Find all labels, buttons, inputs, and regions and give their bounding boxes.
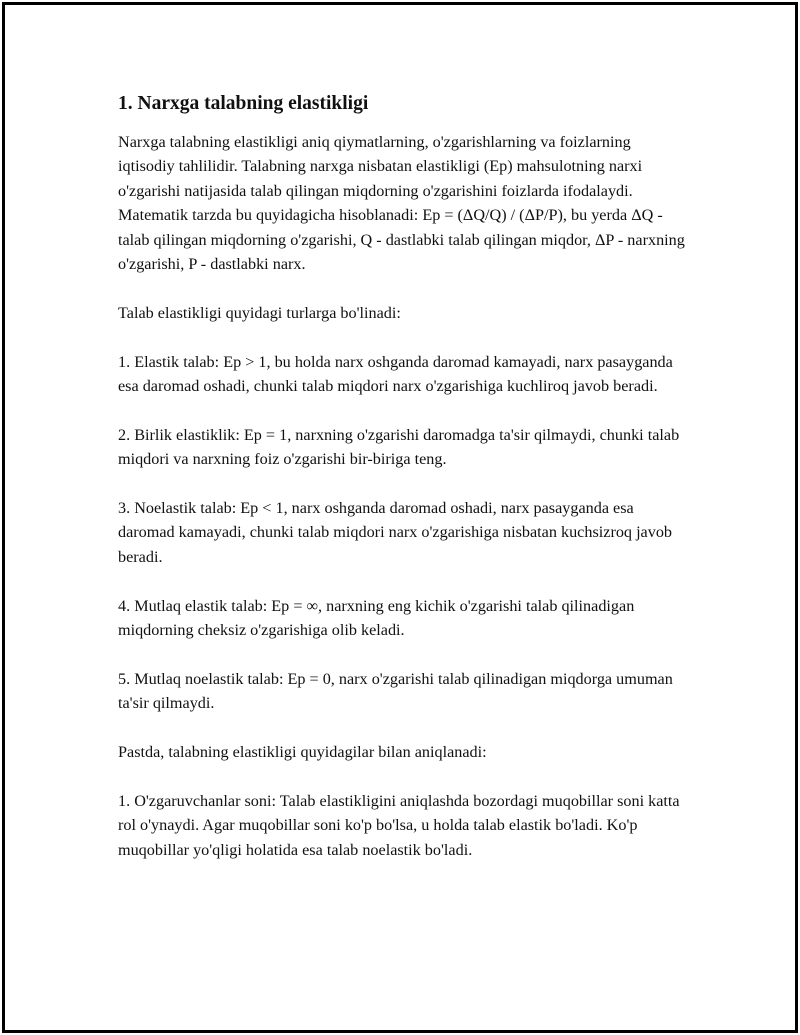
- section-heading: 1. Narxga talabning elastikligi: [118, 93, 369, 114]
- paragraph-intro: Narxga talabning elastikligi aniq qiymatlarning, o'zgarishlarning va foizlarning iqtisodiy tahlilidir. Talabning narxga nisbatan elastikligi (Ep) mahsulotning narxi o'zgarishi natijasida talab qilingan miqdorning o'zgarishini foizlarda ifodalaydi. Matematik tarzda bu quyidagicha hisoblanadi: Ep = (ΔQ/Q) / (ΔP/P), bu yerda ΔQ - talab qilingan miqdorning o'zgarishi, Q - dastlabki talab qilingan miqdor, ΔP - narxning o'zgarishi, P - dastlabki narx.: [118, 133, 685, 274]
- paragraph-unit-elasticity: 2. Birlik elastiklik: Ep = 1, narxning o'zgarishi daromadga ta'sir qilmaydi, chunki talab miqdori va narxning foiz o'zgarishi bir-biriga teng.: [118, 425, 680, 469]
- paragraph-inelastic-demand: 3. Noelastik talab: Ep < 1, narx oshganda daromad oshadi, narx pasayganda esa daromad kamayadi, chunki talab miqdori narx o'zgarishiga nisbatan kuchsizroq javob beradi.: [118, 499, 673, 566]
- paragraph-types-intro: Talab elastikligi quyidagi turlarga bo'linadi:: [118, 303, 401, 322]
- paragraph-perfectly-inelastic: 5. Mutlaq noelastik talab: Ep = 0, narx o'zgarishi talab qilinadigan miqdorga umuman ta'sir qilmaydi.: [118, 669, 673, 713]
- paragraph-elastic-demand: 1. Elastik talab: Ep > 1, bu holda narx oshganda daromad kamayadi, narx pasayganda esa daromad oshadi, chunki talab miqdori narx o'zgarishiga kuchliroq javob beradi.: [118, 352, 673, 396]
- paragraph-substitutes: 1. O'zgaruvchanlar soni: Talab elastikligini aniqlashda bozordagi muqobillar soni katta rol o'ynaydi. Agar muqobillar soni ko'p bo'lsa, u holda talab elastik bo'ladi. Ko'p muqobillar yo'qligi holatida esa talab noelastik bo'ladi.: [118, 791, 680, 859]
- paragraph-determinants-intro: Pastda, talabning elastikligi quyidagilar bilan aniqlanadi:: [118, 743, 487, 762]
- document-body: [115, 91, 685, 886]
- paragraph-perfectly-elastic: 4. Mutlaq elastik talab: Ep = ∞, narxning eng kichik o'zgarishi talab qilinadigan miqdorning cheksiz o'zgarishiga olib keladi.: [118, 596, 635, 640]
